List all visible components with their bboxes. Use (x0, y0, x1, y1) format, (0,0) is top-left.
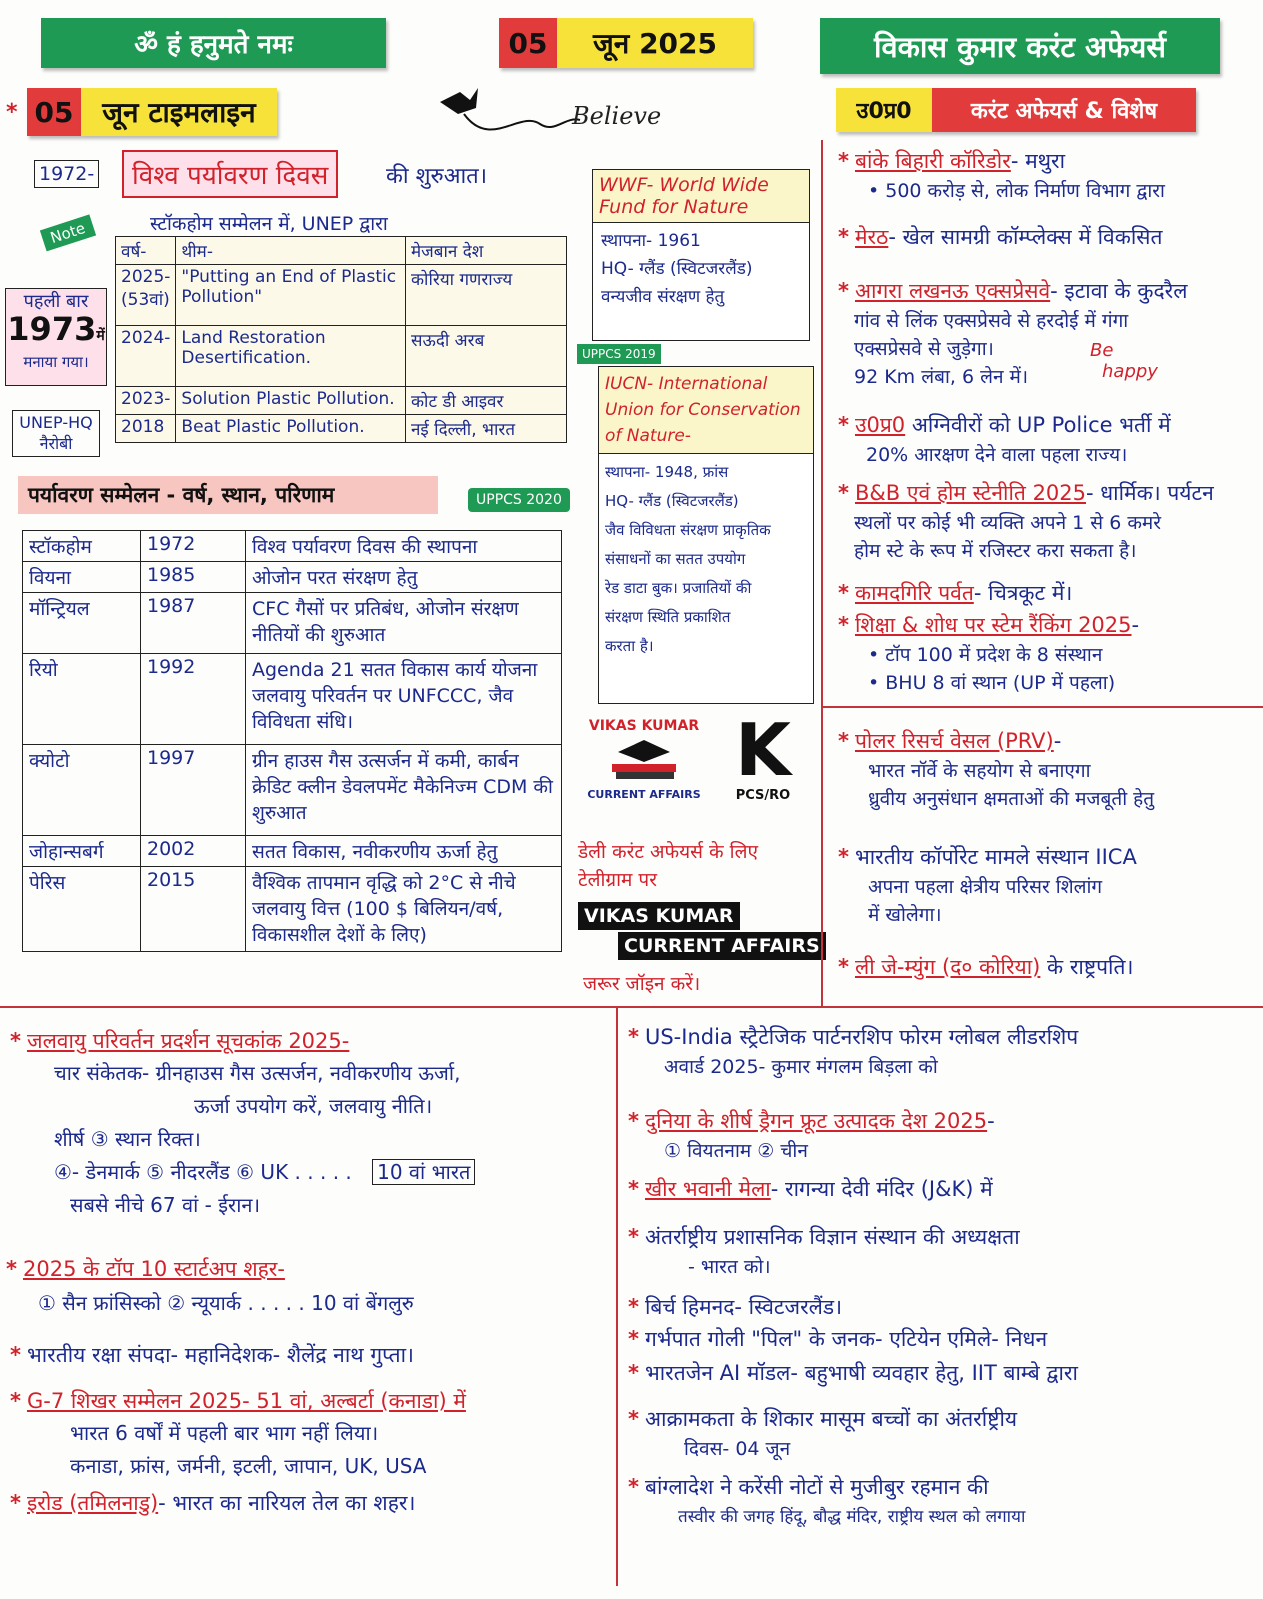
summits-table (22, 530, 562, 952)
up-item: * आगरा लखनऊ एक्सप्रेसवे- इटावा के कुदरैल गांव से लिंक एक्सप्रेसवे से हरदोई में गंगा एक्सप्रेसवे से जुड़ेगा। 92 Km लंबा, 6 लेन में। (838, 279, 1188, 388)
br-item: * खीर भवानी मेला- रागन्या देवी मंदिर (J&K) में (628, 1177, 993, 1201)
br-item: * बिर्च हिमनद- स्विटजरलैंड। (628, 1295, 843, 1319)
timeline-star: * (6, 100, 18, 125)
first-time-box: पहली बार 1973में मनाया गया। (5, 288, 107, 386)
up-tag: उ0प्र0 (836, 88, 932, 132)
table-row: जोहान्सबर्ग 2002 सतत विकास, नवीकरणीय ऊर्जा हेतु (23, 836, 562, 867)
timeline-title-num: 05 (27, 88, 81, 136)
br-item: * दुनिया के शीर्ष ड्रैगन फ्रूट उत्पादक देश 2025- ① वियतनाम ② चीन (628, 1109, 995, 1162)
right-mid-item: * ली जे-म्युंग (द० कोरिया) के राष्ट्रपति। (838, 955, 1134, 979)
believe-text: Believe (572, 102, 662, 130)
table-row: वर्ष- थीम- मेजबान देश (116, 237, 567, 265)
divider (616, 1006, 618, 1586)
books-icon (604, 734, 684, 784)
note-tag: Note (40, 215, 96, 252)
table-row: 2025- (53वां) "Putting an End of Plastic Pollution" कोरिया गणराज्य (116, 265, 567, 326)
summits-tag: UPPCS 2020 (468, 488, 570, 512)
header-date-month: जून 2025 (557, 18, 753, 68)
right-mid-item: * भारतीय कॉर्पोरेट मामले संस्थान IICA अपना पहला क्षेत्रीय परिसर शिलांग में खोलेगा। (838, 845, 1137, 926)
promo-line-3: जरूर जॉइन करें। (583, 973, 701, 995)
up-item: * कामदगिरि पर्वत- चित्रकूट में। (838, 581, 1073, 605)
br-item: * भारतजेन AI मॉडल- बहुभाषी व्यवहार हेतु, IIT बाम्बे द्वारा (628, 1361, 1078, 1385)
defence-line: * भारतीय रक्षा संपदा- महानिदेशक- शैलेंद्र नाथ गुप्ता। (10, 1343, 415, 1367)
up-item: * शिक्षा & शोध पर स्टेम रैंकिंग 2025- • टॉप 100 में प्रदेश के 8 संस्थान • BHU 8 वां स्थान (UP में पहला) (838, 613, 1140, 694)
up-item: * मेरठ- खेल सामग्री कॉम्प्लेक्स में विकसित (838, 225, 1163, 249)
summits-title: पर्यावरण सम्मेलन - वर्ष, स्थान, परिणाम (18, 476, 438, 514)
env-day-year: 1972- (34, 160, 99, 188)
erode-line: * इरोड (तमिलनाडु)- भारत का नारियल तेल का शहर। (10, 1491, 416, 1515)
br-item: * बांग्लादेश ने करेंसी नोटों से मुजीबुर रहमान की तस्वीर की जगह हिंदू, बौद्ध मंदिर, राष्ट्रीय स्थल को लगाया (628, 1475, 1026, 1527)
vikas-logo: VIKAS KUMAR CURRENT AFFAIRS (587, 718, 701, 801)
g7-block: * G-7 शिखर सम्मेलन 2025- 51 वां, अल्बर्टा (कनाडा) में भारत 6 वर्षों में पहली बार भाग नहीं लिया। कनाडा, फ्रांस, जर्मनी, इटली, जापान, UK, USA (10, 1389, 466, 1478)
env-day-subline: स्टॉकहोम सम्मेलन में, UNEP द्वारा (150, 213, 388, 235)
header-right-banner (820, 18, 1220, 74)
br-item: * आक्रामकता के शिकार मासूम बच्चों का अंतर्राष्ट्रीय दिवस- 04 जून (628, 1407, 1018, 1460)
env-day-title: विश्व पर्यावरण दिवस (122, 150, 338, 198)
br-item: * गर्भपात गोली "पिल" के जनक- एटियेन एमिले- निधन (628, 1327, 1048, 1351)
unep-hq-box: UNEP-HQ नैरोबी (12, 410, 100, 457)
cci-india-box: 10 वां भारत (372, 1159, 475, 1185)
divider (821, 140, 823, 1006)
up-item: * बांके बिहारी कॉरिडोर- मथुरा • 500 करोड़ से, लोक निर्माण विभाग द्वारा (838, 149, 1165, 202)
divider (821, 706, 1263, 708)
table-row: पेरिस 2015 वैश्विक तापमान वृद्धि को 2°C से नीचे जलवायु वित्त (100 $ बिलियन/वर्ष, विकासशील देशों के लिए) (23, 867, 562, 952)
header-date-day: 05 (499, 18, 557, 68)
table-row: 2023- Solution Plastic Pollution. कोट डी आइवर (116, 387, 567, 415)
telegram-channel-1[interactable]: VIKAS KUMAR (578, 902, 740, 930)
header-left-banner (41, 18, 386, 68)
up-item: * B&B एवं होम स्टेनीति 2025- धार्मिक। पर्यटन स्थलों पर कोई भी व्यक्ति अपने 1 से 6 कमरे होम स्टे के रूप में रजिस्टर करा सकता है। (838, 481, 1214, 562)
divider (0, 1006, 1263, 1008)
table-row: वियना 1985 ओजोन परत संरक्षण हेतु (23, 562, 562, 593)
table-row: 2024- Land Restoration Desertification. सऊदी अरब (116, 326, 567, 387)
k-logo: K PCS/RO (735, 708, 791, 803)
promo-line-1: डेली करंट अफेयर्स के लिए (578, 841, 758, 863)
env-day-suffix: की शुरुआत। (386, 164, 488, 189)
promo-line-2: टेलीग्राम पर (578, 869, 657, 891)
up-item: * उ0प्र0 अग्निवीरों को UP Police भर्ती में 20% आरक्षण देने वाला पहला राज्य। (838, 413, 1171, 466)
iucn-tag: UPPCS 2019 (577, 344, 661, 364)
table-row: क्योटो 1997 ग्रीन हाउस गैस उत्सर्जन में कमी, कार्बन क्रेडिट क्लीन डेवलपमेंट मैकेनिज्म CDM की शुरुआत (23, 745, 562, 836)
iucn-box: IUCN- International Union for Conservation of Nature- स्थापना- 1948, फ्रांस HQ- ग्लैंड (स्विटजरलैंड) जैव विविधता संरक्षण प्राकृतिक संसाधनों का सतत उपयोग रेड डाटा बुक। प्रजातियों की संरक्षण स्थिति प्रकाशित करता है। (598, 366, 814, 704)
startup-block: * 2025 के टॉप 10 स्टार्टअप शहर- ① सैन फ्रांसिस्को ② न्यूयार्क . . . . . 10 वां बेंगलुरु (6, 1257, 414, 1315)
telegram-channel-2[interactable]: CURRENT AFFAIRS (618, 932, 826, 960)
header-left-text: ॐ हं हनुमते नमः (134, 30, 293, 60)
header-right-text: विकास कुमार करंट अफेयर्स (874, 29, 1166, 64)
table-row: स्टॉकहोम 1972 विश्व पर्यावरण दिवस की स्थापना (23, 531, 562, 562)
cci-block: * जलवायु परिवर्तन प्रदर्शन सूचकांक 2025- चार संकेतक- ग्रीनहाउस गैस उत्सर्जन, नवीकरणीय ऊर्जा, ऊर्जा उपयोग करें, जलवायु नीति। शीर्ष ③ स्थान रिक्त। ④- डेनमार्क ⑤ नीदरलैंड ⑥ UK . . . . . 10 वां भारत सबसे नीचे 67 वां - ईरान। (10, 1026, 610, 1222)
be-happy: Be happy (1090, 340, 1158, 382)
up-title: करंट अफेयर्स & विशेष (932, 88, 1196, 132)
table-row: मॉन्ट्रियल 1987 CFC गैसों पर प्रतिबंध, ओजोन संरक्षण नीतियों की शुरुआत (23, 593, 562, 654)
table-row: 2018 Beat Plastic Pollution. नई दिल्ली, भारत (116, 415, 567, 443)
env-theme-table (115, 236, 567, 443)
right-mid-item: * पोलर रिसर्च वेसल (PRV)- भारत नॉर्वे के सहयोग से बनाएगा ध्रुवीय अनुसंधान क्षमताओं की मजबूती हेतु (838, 729, 1155, 810)
wwf-box: WWF- World Wide Fund for Nature स्थापना- 1961 HQ- ग्लैंड (स्विटजरलैंड) वन्यजीव संरक्षण हेतु (592, 169, 810, 341)
br-item: * US-India स्ट्रैटेजिक पार्टनरशिप फोरम ग्लोबल लीडरशिप अवार्ड 2025- कुमार मंगलम बिड़ला को (628, 1025, 1079, 1078)
timeline-title-text: जून टाइमलाइन (81, 88, 277, 136)
table-row: रियो 1992 Agenda 21 सतत विकास कार्य योजना जलवायु परिवर्तन पर UNFCCC, जैव विविधता संधि। (23, 654, 562, 745)
br-item: * अंतर्राष्ट्रीय प्रशासनिक विज्ञान संस्थान की अध्यक्षता - भारत को। (628, 1225, 1020, 1278)
